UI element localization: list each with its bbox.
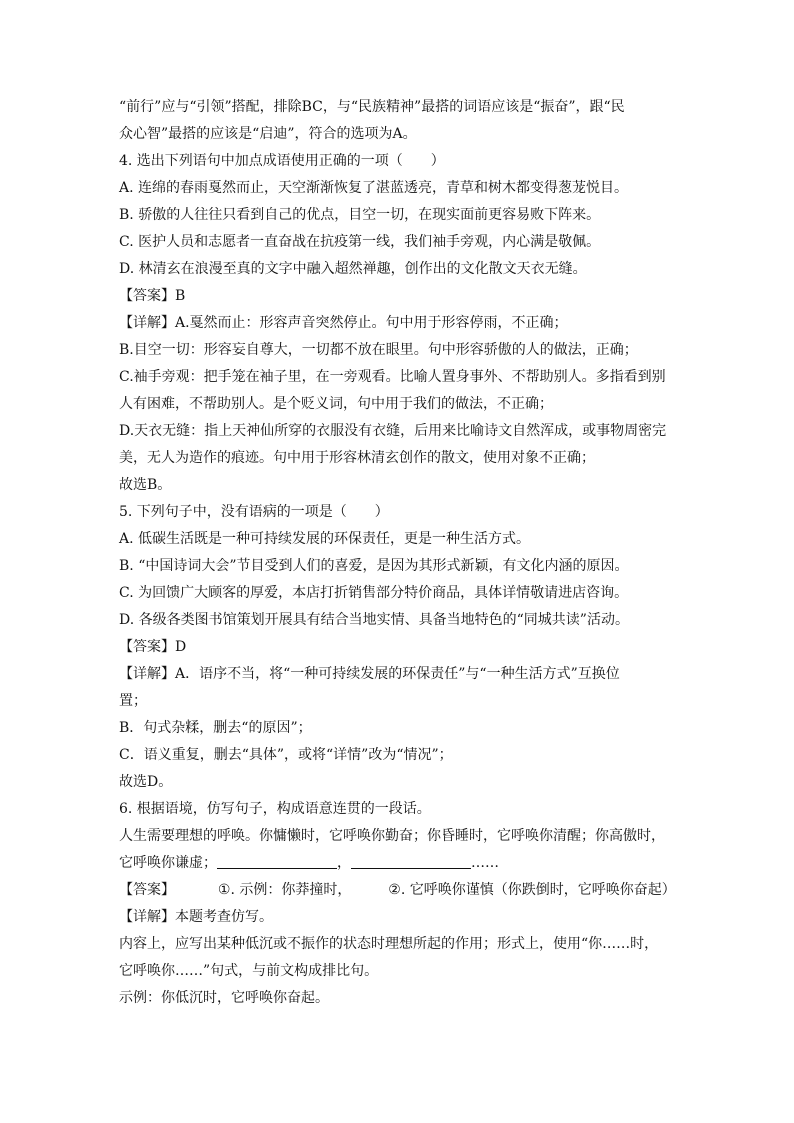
explanation-line: 美，无人为造作的痕迹。句中用于形容林清玄创作的散文，使用对象不正确； bbox=[119, 450, 595, 466]
explanation-line: 【详解】A.戛然而止：形容声音突然停止。句中用于形容停雨，不正确； bbox=[119, 315, 568, 331]
explanation-line: 【详解】本题考查仿写。 bbox=[119, 909, 273, 925]
option-d: D. 林清玄在浪漫至真的文字中融入超然禅趣，创作出的文化散文天衣无缝。 bbox=[119, 261, 587, 277]
explanation-line: 【详解】A．语序不当，将“一种可持续发展的环保责任”与“一种生活方式”互换位 bbox=[119, 666, 620, 682]
option-a: A. 低碳生活既是一种可持续发展的环保责任，更是一种生活方式。 bbox=[119, 531, 531, 547]
blank-1 bbox=[217, 854, 337, 869]
blank-2 bbox=[351, 854, 471, 869]
answer-line bbox=[119, 880, 676, 900]
question-6: 6. 根据语境，仿写句子，构成语意连贯的一段话。 bbox=[119, 801, 431, 817]
explanation-line: B．句式杂糅，删去“的原因”； bbox=[119, 720, 312, 736]
question-4: 4. 选出下列语句中加点成语使用正确的一项（ ） bbox=[119, 153, 445, 169]
option-a: A. 连绵的春雨戛然而止，天空渐渐恢复了湛蓝透亮，青草和树木都变得葱茏悦目。 bbox=[119, 180, 629, 196]
ellipsis: …… bbox=[471, 855, 499, 871]
explanation-line: B.目空一切：形容妄自尊大，一切都不放在眼里。句中形容骄傲的人的做法，正确； bbox=[119, 342, 638, 358]
explanation-line: 置； bbox=[119, 693, 147, 709]
option-c: C. 医护人员和志愿者一直奋战在抗疫第一线，我们袖手旁观，内心满是敬佩。 bbox=[119, 234, 601, 250]
answer-label: 【答案】B bbox=[119, 288, 186, 304]
conclusion-line: 故选B。 bbox=[119, 477, 172, 493]
prompt-blank-line bbox=[119, 853, 499, 873]
option-c: C. 为回馈广大顾客的厚爱，本店打折销售部分特价商品，具体详情敬请进店咨询。 bbox=[119, 585, 629, 601]
circled-number-1: ① bbox=[217, 882, 231, 898]
text-line: “前行”应与“引领”搭配，排除BC，与“民族精神”最搭的词语应该是“振奋”，跟“民 bbox=[119, 99, 625, 115]
example-line: 示例：你低沉时，它呼唤你奋起。 bbox=[119, 990, 329, 1006]
option-b: B. 骄傲的人往往只看到自己的优点，目空一切，在现实面前更容易败下阵来。 bbox=[119, 207, 601, 223]
explanation-line: 人有困难，不帮助别人。是个贬义词，句中用于我们的做法，不正确； bbox=[119, 396, 553, 412]
answer-part-1: . 示例：你莽撞时， bbox=[230, 882, 352, 898]
answer-label: 【答案】 bbox=[119, 882, 175, 898]
answer-part-2: . 它呼唤你谨慎（你跌倒时，它呼唤你奋起） bbox=[400, 882, 676, 898]
explanation-line: 内容上，应写出某种低沉或不振作的状态时理想所起的作用；形式上，使用“你……时， bbox=[119, 936, 659, 952]
prompt-line: 人生需要理想的呼唤。你慵懒时，它呼唤你勤奋；你昏睡时，它呼唤你清醒；你高傲时， bbox=[119, 828, 665, 844]
explanation-line: C.袖手旁观：把手笼在袖子里，在一旁观看。比喻人置身事外、不帮助别人。多指看到别 bbox=[119, 369, 666, 385]
explanation-line: 它呼唤你……”句式，与前文构成排比句。 bbox=[119, 963, 379, 979]
answer-label: 【答案】D bbox=[119, 639, 187, 655]
question-5: 5. 下列句子中，没有语病的一项是（ ） bbox=[119, 504, 389, 520]
conclusion-line: 故选D。 bbox=[119, 774, 173, 790]
option-d: D. 各级各类图书馆策划开展具有结合当地实情、具备当地特色的“同城共读”活动。 bbox=[119, 612, 629, 628]
text-line: 众心智”最搭的应该是“启迪”，符合的选项为A。 bbox=[119, 126, 417, 142]
prompt-text: 它呼唤你谦虚； bbox=[119, 855, 217, 871]
option-b: B. “中国诗词大会”节目受到人们的喜爱，是因为其形式新颖，有文化内涵的原因。 bbox=[119, 558, 629, 574]
explanation-line: C．语义重复，删去“具体”，或将“详情”改为“情况”； bbox=[119, 747, 453, 763]
explanation-line: D.天衣无缝：指上天神仙所穿的衣服没有衣缝，后用来比喻诗文自然浑成，或事物周密完 bbox=[119, 423, 667, 439]
comma: ， bbox=[337, 855, 351, 871]
circled-number-2: ② bbox=[388, 882, 401, 898]
